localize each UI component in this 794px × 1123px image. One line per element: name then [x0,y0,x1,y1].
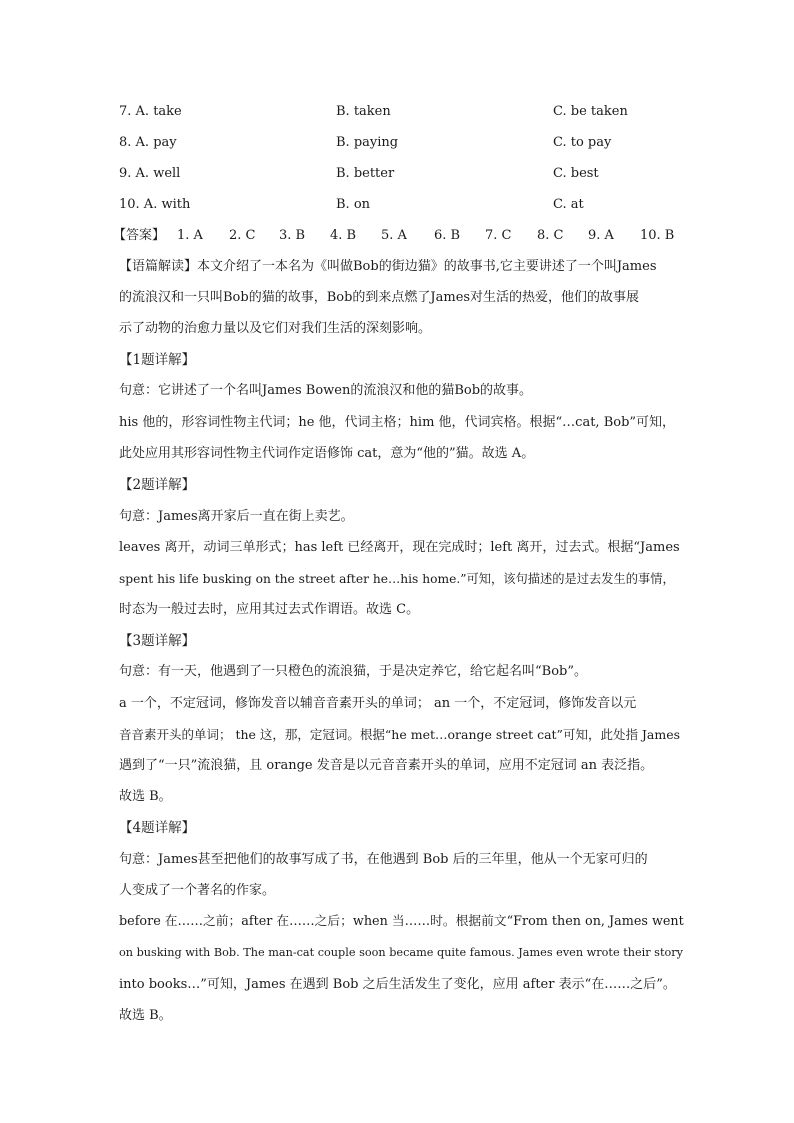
explanation-line: 故选 B。 [119,789,172,804]
option-b: B. taken [336,104,391,119]
option-b: B. paying [336,135,399,150]
option-c: C. at [553,197,584,212]
answer-item: 4. B [330,228,357,243]
answer-item: 1. A [177,228,203,243]
option-b: B. on [336,197,371,212]
option-b: B. better [336,166,395,181]
explanation-line: into books…”可知，James 在遇到 Bob 之后生活发生了变化，应用 after 表示“在……之后”。 [119,977,676,992]
passage-reading-line: 【语篇解读】本文介绍了一本名为《叫做Bob的街边猫》的故事书,它主要讲述了一个叫James [119,259,657,274]
option-a: 7. A. take [119,104,182,119]
explanation-line: 音音素开头的单词； the 这，那，定冠词。根据“he met…orange street cat”可知，此处指 James [119,727,681,742]
answer-item: 6. B [434,228,461,243]
explanation-line: 人变成了一个著名的作家。 [119,883,276,898]
question-10-options [119,195,679,215]
explanation-line: 遇到了“一只”流浪猫，且 orange 发音是以元音音素开头的单词，应用不定冠词 an 表泛指。 [119,758,654,773]
answer-item: 7. C [485,228,512,243]
section-heading: 【4题详解】 [119,820,196,836]
option-a: 9. A. well [119,166,181,181]
explanation-line: 故选 B。 [119,1008,172,1023]
section-heading: 【2题详解】 [119,477,196,493]
explanation-line: leaves 离开，动词三单形式；has left 已经离开，现在完成时；left 离开，过去式。根据“James [119,540,680,555]
question-8-options [119,133,679,153]
option-a: 10. A. with [119,197,191,212]
explanation-line: on busking with Bob. The man-cat couple soon became quite famous. James even wrote their story [119,946,683,959]
explanation-line: his 他的，形容词性物主代词；he 他，代词主格；him 他，代词宾格。根据“…cat, Bob”可知， [119,415,676,430]
explanation-line: 句意：James离开家后一直在街上卖艺。 [119,509,354,524]
section-heading: 【1题详解】 [119,352,196,368]
answer-item: 10. B [640,228,675,243]
explanation-line: 句意：James甚至把他们的故事写成了书，在他遇到 Bob 后的三年里，他从一个无家可归的 [119,852,648,867]
option-a: 8. A. pay [119,135,177,150]
option-c: C. to pay [553,135,612,150]
explanation-line: spent his life busking on the street after he…his home.”可知，该句描述的是过去发生的事情， [119,572,675,586]
explanation-line: 此处应用其形容词性物主代词作定语修饰 cat，意为“他的”猫。故选 A。 [119,446,535,461]
explanation-line: 句意：它讲述了一个名叫James Bowen的流浪汉和他的猫Bob的故事。 [119,383,533,398]
answer-item: 3. B [279,228,306,243]
question-9-options [119,164,679,184]
explanation-line: a 一个，不定冠词，修饰发音以辅音音素开头的单词； an 一个，不定冠词，修饰发音以元 [119,696,637,711]
section-heading: 【3题详解】 [119,633,196,649]
answer-item: 2. C [229,228,256,243]
answer-item: 8. C [537,228,564,243]
passage-reading-line: 的流浪汉和一只叫Bob的猫的故事，Bob的到来点燃了James对生活的热爱，他们的故事展 [119,290,640,305]
option-c: C. best [553,166,599,181]
question-7-options [119,102,679,122]
explanation-line: 句意：有一天，他遇到了一只橙色的流浪猫，于是决定养它，给它起名叫“Bob”。 [119,664,587,679]
explanation-line: 时态为一般过去时，应用其过去式作谓语。故选 C。 [119,602,420,617]
answer-item: 9. A [588,228,614,243]
passage-reading-line: 示了动物的治愈力量以及它们对我们生活的深刻影响。 [119,321,432,336]
answer-label: 【答案】 [113,228,166,243]
option-c: C. be taken [553,104,628,119]
answer-item: 5. A [381,228,407,243]
explanation-line: before 在……之前；after 在……之后；when 当……时。根据前文“From then on, James went [119,914,684,929]
